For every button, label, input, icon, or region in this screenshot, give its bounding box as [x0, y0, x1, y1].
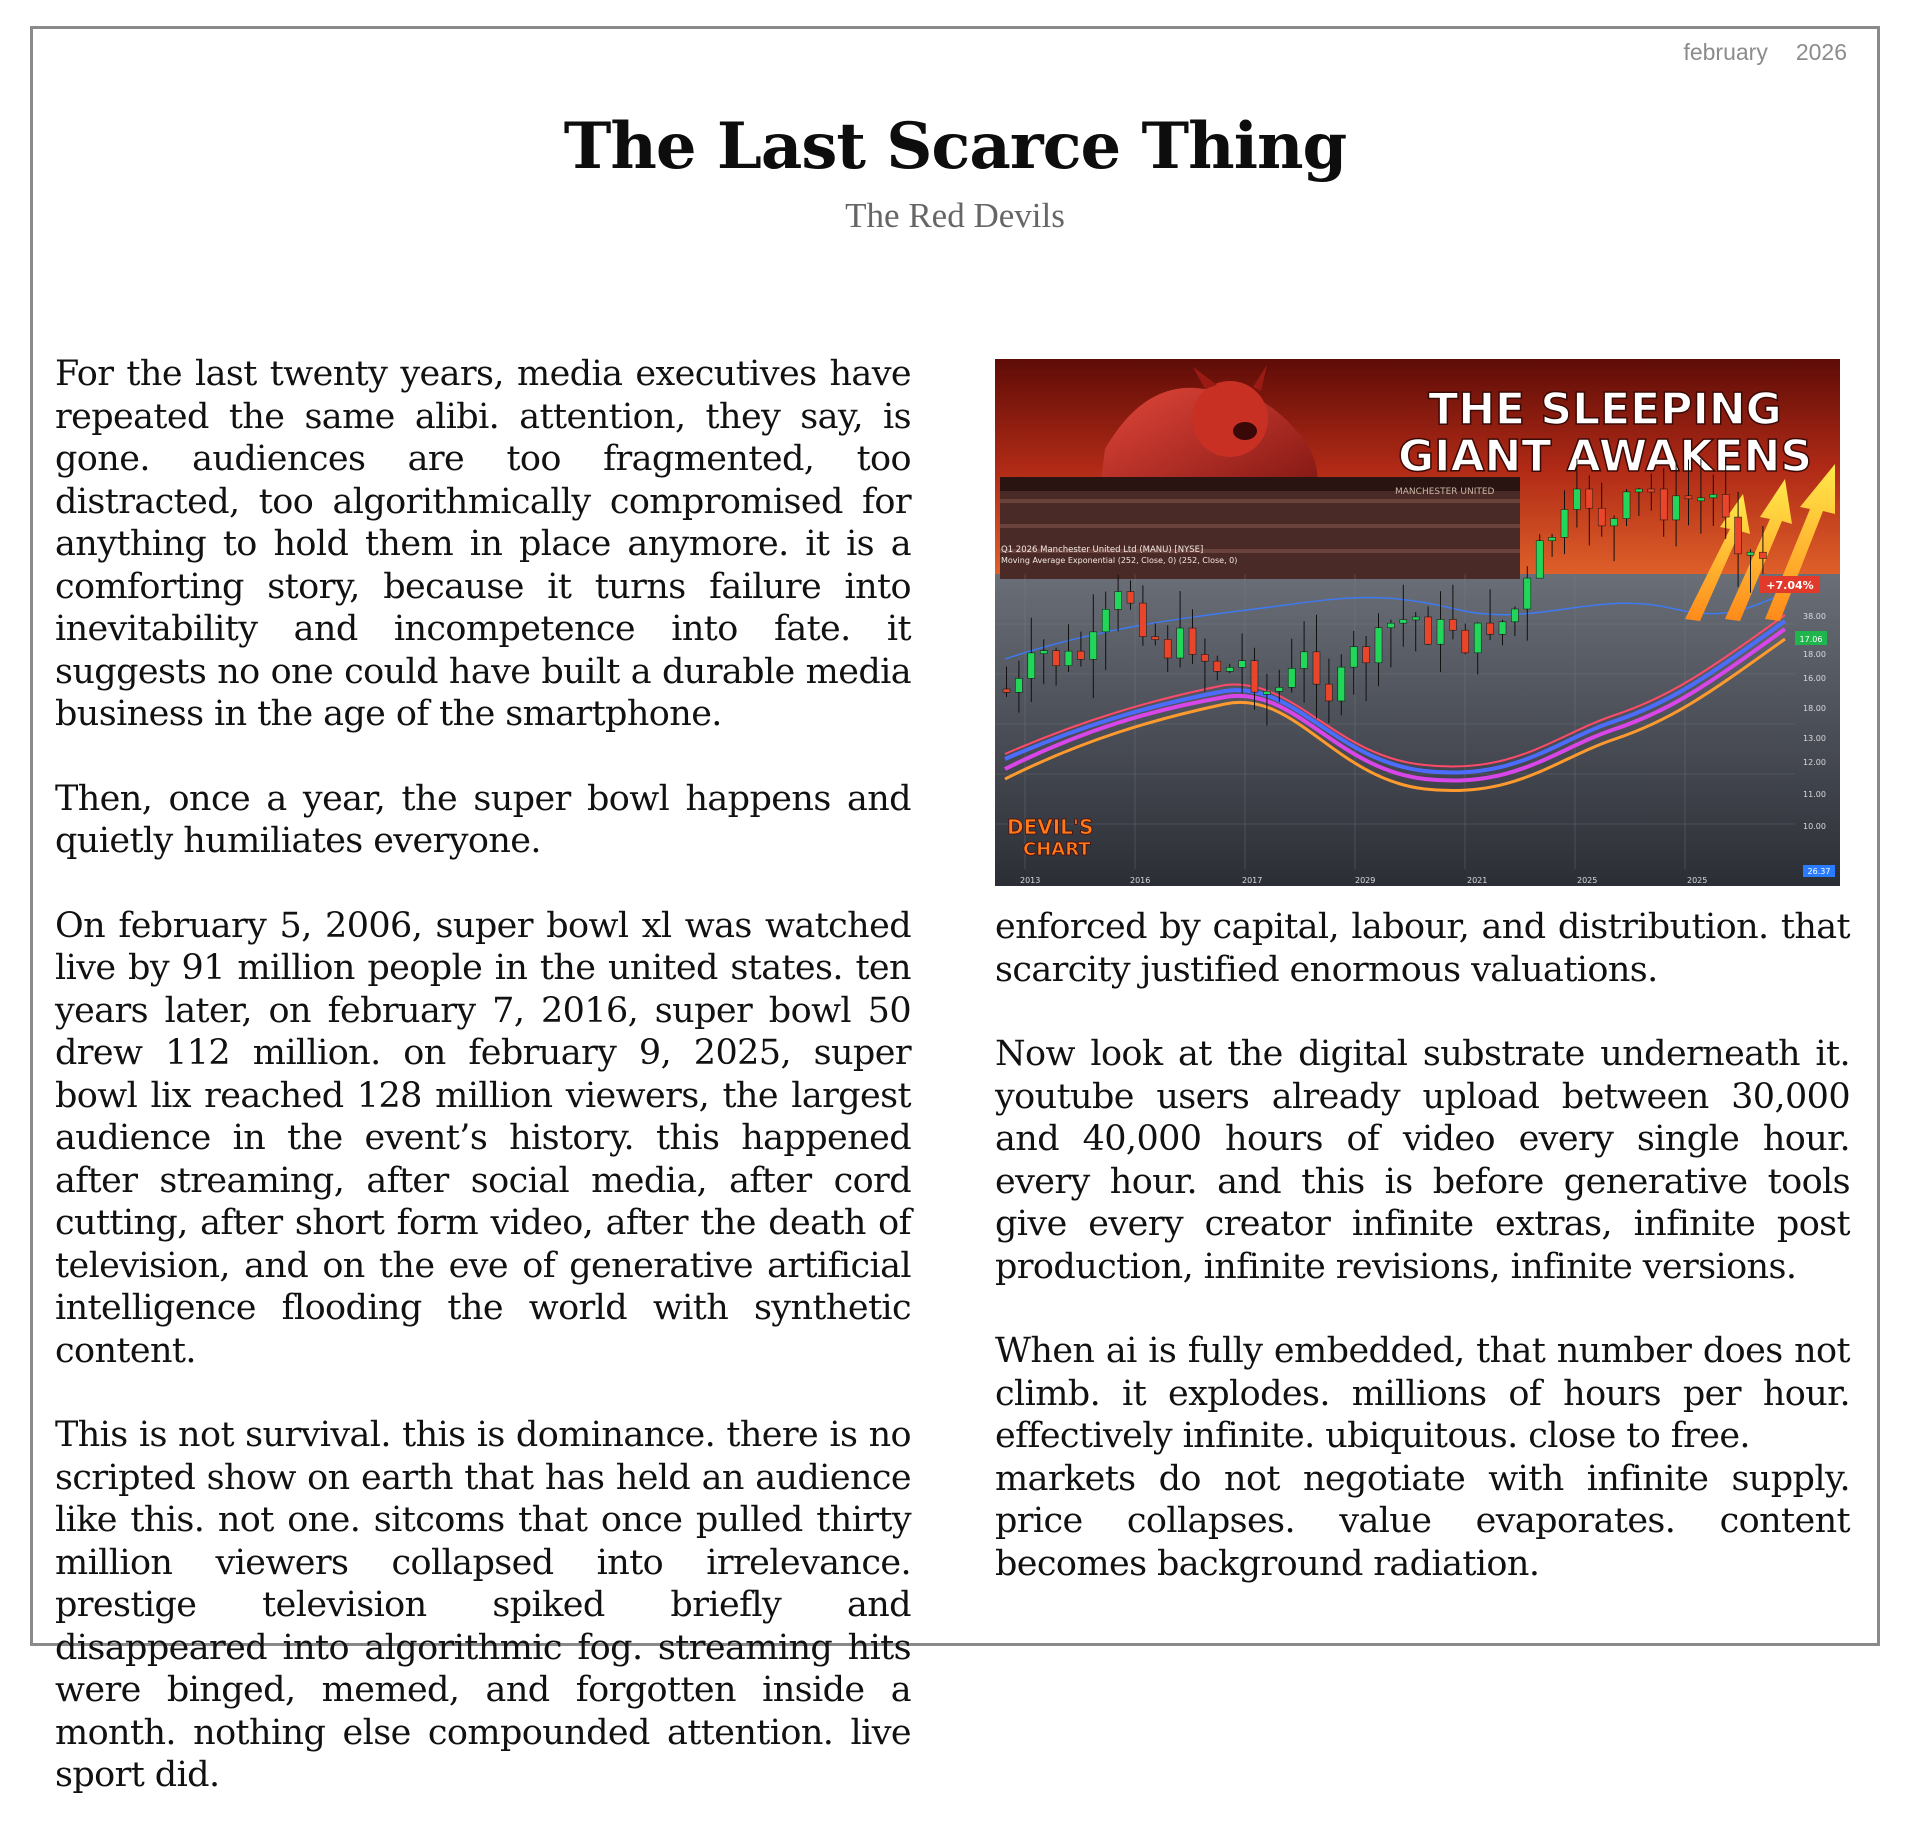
candle-body [1573, 489, 1580, 509]
candle-body [1239, 661, 1246, 668]
candle-body [1387, 623, 1394, 628]
candle-body [1077, 651, 1084, 659]
candle-body [1288, 668, 1295, 687]
change-badge: +7.04% [1766, 579, 1814, 592]
candle-body [1201, 654, 1208, 661]
candle-body [1251, 661, 1258, 692]
paragraph-2: Then, once a year, the super bowl happens and quietly humiliates everyone. [55, 778, 911, 861]
logo-line1: DEVIL'S [1007, 815, 1094, 839]
y-tick: 38.00 [1803, 612, 1826, 621]
paragraph-1: For the last twenty years, media executives have repeated the same alibi. attention, they say, is gone. audiences are too fragmented, too distracted, too algorithmically compromised for anything to hold them in place anymore. it is a comforting story, because it turns failure into inevitability and incompetence into fate. it suggests no one could have built a durable media business in the age of the smartphone. [55, 354, 911, 734]
paragraph-3: On february 5, 2006, super bowl xl was watched live by 91 million people in the united states. ten years later, on february 7, 2016, super bowl 50 drew 112 million. on february 9, 2025, super bowl lix reached 128 million viewers, the largest audience in the event’s history. this happened after streaming, after social media, after cord cutting, after short form video, after the death of television, and on the eve of generative artificial intelligence flooding the world with synthetic content. [55, 905, 911, 1371]
candle-body [1561, 509, 1568, 537]
x-tick: 2029 [1355, 876, 1376, 885]
candle-body [1301, 652, 1308, 669]
candle-body [1115, 592, 1122, 610]
x-tick: 2013 [1020, 876, 1041, 885]
right-column [995, 359, 1850, 1627]
image-headline-line1: THE SLEEPING [1428, 384, 1782, 435]
candle-body [1735, 517, 1742, 554]
paragraph-8: markets do not negotiate with infinite supply. price collapses. value evaporates. content becomes background radiation. [995, 1458, 1850, 1584]
paragraph-6: Now look at the digital substrate underneath it. youtube users already upload between 30,000 and 40,000 hours of video every single hour. every hour. and this is before generative tools give every creator infinite extras, infinite post production, infinite revisions, infinite versions. [995, 1034, 1850, 1287]
stadium-sign: MANCHESTER UNITED [1395, 487, 1495, 497]
date-year: 2026 [1795, 39, 1847, 65]
candle-body [1127, 592, 1134, 604]
candle-body [1363, 647, 1370, 663]
candle-body [1028, 653, 1035, 679]
y-tick: 13.00 [1803, 734, 1826, 743]
article-title: The Last Scarce Thing [563, 109, 1347, 184]
candle-body [1276, 687, 1283, 691]
x-tick: 2021 [1467, 876, 1488, 885]
candle-body [1685, 496, 1692, 499]
candle-body [1226, 667, 1233, 671]
y-tick: 16.00 [1803, 674, 1826, 683]
candle-body [1189, 628, 1196, 654]
candle-body [1003, 689, 1010, 692]
date-month: february [1683, 39, 1768, 65]
paragraph-4: This is not survival. this is dominance. there is no scripted show on earth that has held an audience like this. not one. sitcoms that once pulled thirty million viewers collapsed into irrelevance. prestige television spiked briefly and disappeared into algorithmic fog. streaming hits were binged, memed, and forgotten inside a month. nothing else compounded attention. live sport did. [55, 1415, 911, 1795]
candle-body [1015, 678, 1022, 692]
candle-body [1511, 609, 1518, 622]
candle-body [1697, 498, 1704, 501]
candle-body [1648, 489, 1655, 492]
last-badge: 26.37 [1807, 867, 1831, 876]
ticker-indicator: Moving Average Exponential (252, Close, 0) (252, Close, 0) [1001, 556, 1238, 565]
candle-body [1350, 647, 1357, 667]
candle-body [1090, 632, 1097, 659]
candle-body [1053, 651, 1060, 666]
ticker-title: Q1 2026 Manchester United Ltd (MANU) [NYSE] [1001, 545, 1204, 555]
candle-body [1449, 619, 1456, 630]
paragraph-7: When ai is fully embedded, that number does not climb. it explodes. millions of hours per hour. effectively infinite. ubiquitous. close to free. [995, 1331, 1850, 1456]
candle-body [1536, 541, 1543, 578]
y-tick: 10.00 [1803, 822, 1826, 831]
candle-body [1462, 630, 1469, 653]
candle-body [1673, 496, 1680, 520]
candle-body [1400, 620, 1407, 624]
y-tick: 18.00 [1803, 650, 1826, 659]
x-tick: 2016 [1130, 876, 1151, 885]
candle-body [1425, 617, 1432, 644]
candle-body [1623, 492, 1630, 519]
candle-body [1499, 622, 1506, 634]
candle-body [1474, 623, 1481, 653]
paragraph-5: enforced by capital, labour, and distribution. that scarcity justified enormous valuations. [995, 907, 1850, 990]
logo-line2: CHART [1023, 839, 1091, 860]
candle-body [1139, 603, 1146, 636]
candle-body [1313, 652, 1320, 684]
candle-body [1164, 639, 1171, 658]
x-tick: 2025 [1687, 876, 1708, 885]
price-badge: 17.06 [1799, 635, 1823, 644]
candle-body [1524, 578, 1531, 609]
y-tick: 12.00 [1803, 758, 1826, 767]
candle-body [1487, 623, 1494, 634]
candle-body [1338, 667, 1345, 701]
left-column [55, 353, 911, 1839]
candle-body [1598, 508, 1605, 526]
article-subtitle: The Red Devils [845, 196, 1065, 235]
candle-body [1549, 537, 1556, 540]
candle-body [1102, 609, 1109, 632]
candle-body [1635, 489, 1642, 492]
y-tick: 18.00 [1803, 704, 1826, 713]
x-tick: 2025 [1577, 876, 1598, 885]
candle-body [1214, 661, 1221, 671]
candle-body [1437, 619, 1444, 644]
candle-body [1177, 628, 1184, 658]
candle-body [1263, 691, 1270, 694]
candle-body [1412, 617, 1419, 620]
candle-body [1065, 651, 1072, 666]
candle-body [1325, 684, 1332, 701]
date-header [1683, 39, 1847, 66]
candle-body [1759, 552, 1766, 558]
candle-body [1747, 552, 1754, 555]
image-headline-line2: GIANT AWAKENS [1397, 431, 1813, 482]
candle-body [1040, 651, 1047, 654]
candle-body [1586, 489, 1593, 508]
candle-body [1611, 519, 1618, 526]
candle-body [1722, 494, 1729, 517]
x-tick: 2017 [1242, 876, 1263, 885]
candle-body [1660, 489, 1667, 520]
candle-body [1375, 628, 1382, 663]
candle-body [1152, 637, 1159, 640]
candle-body [1710, 494, 1717, 497]
chart-illustration [995, 359, 1840, 886]
document-page [30, 26, 1880, 1795]
y-tick: 11.00 [1803, 790, 1826, 799]
